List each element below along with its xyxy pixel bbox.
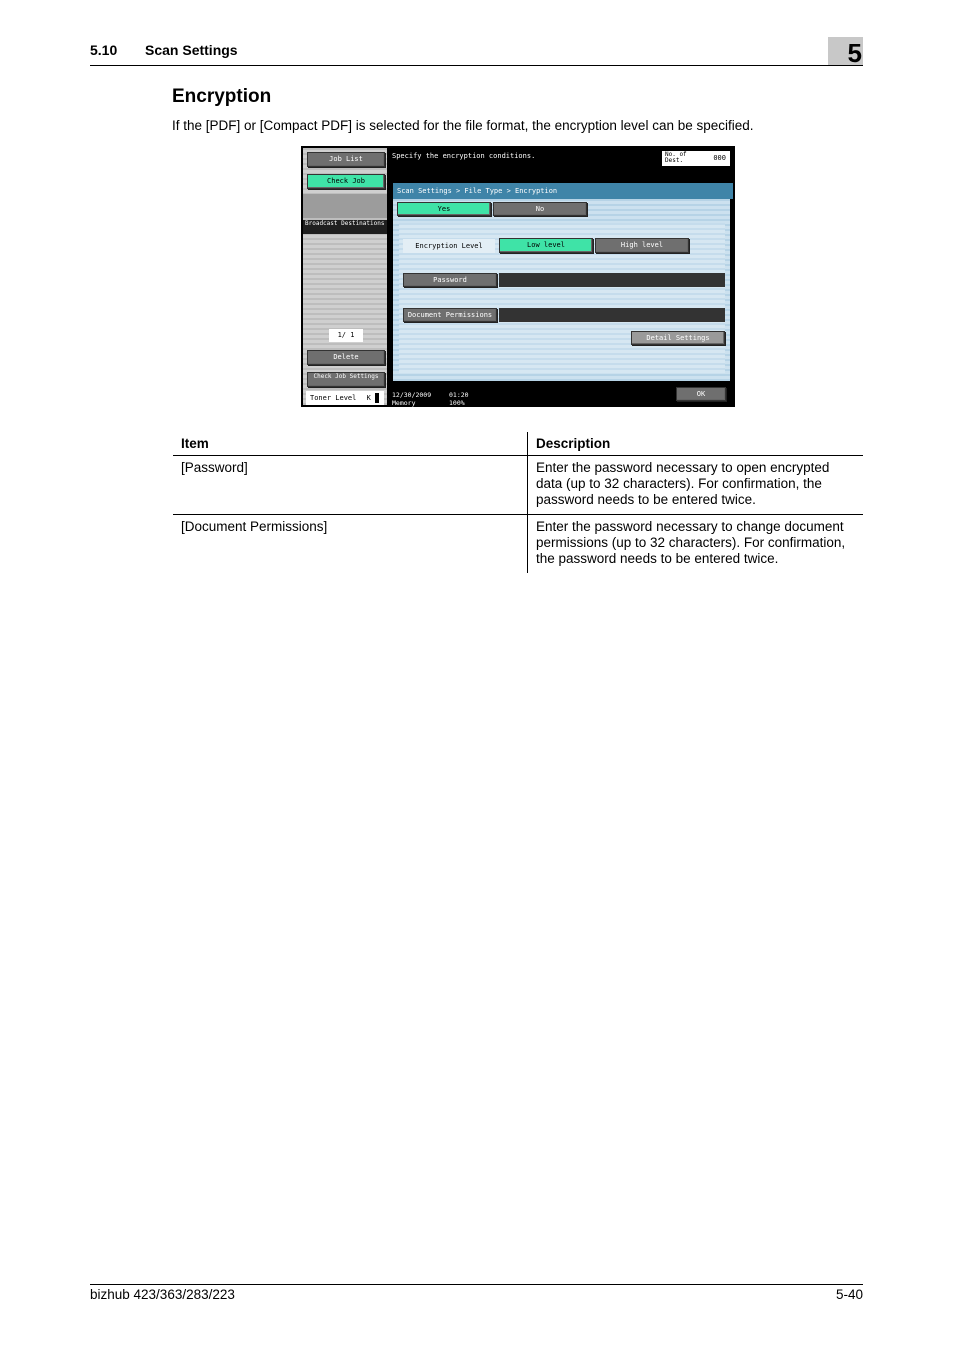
row-item: [Password] <box>173 456 528 515</box>
check-job-settings-button[interactable]: Check Job Settings <box>307 372 385 387</box>
instruction-message: Specify the encryption conditions. <box>392 152 536 160</box>
chapter-number: 5 <box>847 38 862 68</box>
check-job-button[interactable]: Check Job <box>307 174 385 189</box>
delete-button[interactable]: Delete <box>307 350 385 365</box>
page-indicator: 1/ 1 <box>329 329 363 342</box>
memory-label: Memory <box>392 399 416 407</box>
page-title: Encryption <box>172 86 272 107</box>
password-button[interactable]: Password <box>403 273 497 287</box>
time: 01:20 <box>449 391 469 399</box>
document-permissions-button[interactable]: Document Permissions <box>403 308 497 322</box>
left-panel <box>303 148 387 405</box>
row-item: [Document Permissions] <box>173 515 528 574</box>
footer-rule <box>90 1284 863 1285</box>
row-description: Enter the password necessary to open encrypted data (up to 32 characters). For confirmation, the password needs to be entered twice. <box>528 456 864 515</box>
row-description: Enter the password necessary to change document permissions (up to 32 characters). For confirmation, the password needs to be entered twice. <box>536 519 846 566</box>
memory-value: 100% <box>449 399 465 407</box>
broadcast-destinations-label: Broadcast Destinations <box>303 220 387 234</box>
password-field[interactable] <box>499 273 725 287</box>
toner-bar <box>375 393 379 403</box>
chapter-badge <box>828 37 863 68</box>
main-screen <box>389 148 733 405</box>
settings-table <box>173 432 863 573</box>
toner-level-label: Toner Level <box>310 394 357 402</box>
detail-settings-button[interactable]: Detail Settings <box>631 331 725 345</box>
date: 12/30/2009 <box>392 391 432 399</box>
encryption-level-label: Encryption Level <box>403 239 495 253</box>
footer-model: bizhub 423/363/283/223 <box>90 1287 235 1302</box>
document-permissions-field[interactable] <box>499 308 725 322</box>
low-level-button[interactable]: Low level <box>499 238 593 253</box>
counter-value: 000 <box>713 154 726 162</box>
table-row <box>173 515 863 574</box>
counter-label: No. of Dest. <box>665 151 687 164</box>
control-panel-screenshot <box>301 146 735 407</box>
footer-page-number: 5-40 <box>835 1287 863 1302</box>
destination-counter <box>662 151 730 166</box>
breadcrumb: Scan Settings > File Type > Encryption <box>393 183 733 199</box>
yes-button[interactable]: Yes <box>397 202 491 216</box>
ok-button[interactable]: OK <box>676 387 726 401</box>
left-panel-band <box>303 194 387 218</box>
intro-text: If the [PDF] or [Compact PDF] is selected for the file format, the encryption level can be specified. <box>172 118 754 133</box>
section-number: 5.10 <box>90 42 118 58</box>
no-button[interactable]: No <box>493 202 587 216</box>
encryption-content <box>393 199 730 381</box>
status-bar <box>389 384 733 405</box>
table-header-row <box>173 432 863 456</box>
job-list-button[interactable]: Job List <box>307 152 385 167</box>
header-rule <box>90 65 863 66</box>
section-title: Scan Settings <box>145 42 238 58</box>
high-level-button[interactable]: High level <box>595 238 689 253</box>
toner-color: K <box>366 394 371 402</box>
column-header-description: Description <box>528 432 864 456</box>
column-header-item: Item <box>173 432 528 456</box>
table-row <box>173 456 863 515</box>
toner-level <box>306 391 384 405</box>
encryption-options <box>399 223 725 373</box>
